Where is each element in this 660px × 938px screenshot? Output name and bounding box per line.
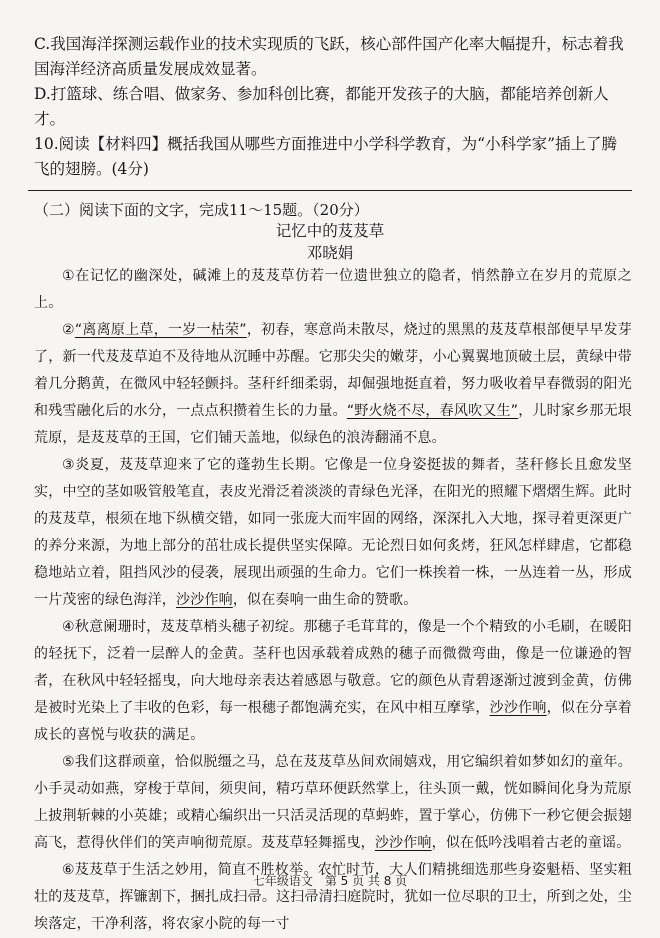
paragraph-2-text-1: ，初春，寒意尚未散尽，烧过的黑黑的芨芨草根部便早早发芽了，新一代芨芨草迫不及待地从沉睡中苏醒。它那尖尖的嫩芽，小心翼翼地顶破土层，黄绿中带着几分鹅黄，在微风中轻轻颤抖。茎秆纤细柔弱，却倔强地挺直着，努力吸收着早春微弱的阳光和残雪融化后的水分，一点点积攒着生长的力量。 xyxy=(34,322,632,419)
page-footer: 七年级语文 第 5 页 共 8 页 xyxy=(252,874,408,888)
paragraph-3 xyxy=(34,452,632,614)
divider-line xyxy=(28,190,632,191)
paragraph-3-text-2: ，似在奏响一曲生命的赞歌。 xyxy=(232,592,418,608)
article-author: 邓晓娟 xyxy=(306,244,354,262)
article-title: 记忆中的芨芨草 xyxy=(275,222,385,240)
paragraph-2-number: ② xyxy=(62,322,75,338)
paragraph-6: ⑥芨芨草于生活之妙用，简直不胜枚举。农忙时节，大人们精挑细选那些身姿魁梧、坚实粗壮的芨芨草，挥镰割下，捆扎成扫帚。这扫帚清扫庭院时，犹如一位尽职的卫士，所到之处，尘埃落定，干净利落，将农家小院的每一寸 xyxy=(34,862,632,932)
question-block xyxy=(34,32,632,182)
option-c: C.我国海洋探测运载作业的技术实现质的飞跃，核心部件国产化率大幅提升，标志着我国海洋经济高质量发展成效显著。 xyxy=(34,35,624,78)
article-header xyxy=(0,220,660,264)
paragraph-1: ①在记忆的幽深处，碱滩上的芨芨草仿若一位遗世独立的隐者，悄然静立在岁月的荒原之上。 xyxy=(34,268,632,311)
article-body xyxy=(34,263,632,938)
paragraph-4-text-1: ④秋意阑珊时，芨芨草梢头穗子初绽。那穗子毛茸茸的，像是一个个精致的小毛刷，在暖阳的轻抚下，泛着一层醉人的金黄。茎秆也因承载着成熟的穗子而微微弯曲，像是一位谦逊的智者，在秋风中轻轻摇曳，向大地母亲表达着感恩与敬意。它的颜色从青碧逐渐过渡到金黄，仿佛是被时光染上了丰收的色彩，每一根穗子都饱满充实，在风中相互摩挲， xyxy=(34,619,632,716)
underlined-phrase-4: 沙沙作响 xyxy=(489,700,547,716)
paragraph-5 xyxy=(34,749,632,857)
paragraph-3-text-1: ③炎夏，芨芨草迎来了它的蓬勃生长期。它像是一位身姿挺拔的舞者，茎秆修长且愈发坚实，中空的茎如吸管般笔直，表皮光滑泛着淡淡的青绿色光泽，在阳光的照耀下熠熠生辉。此时的芨芨草，根须在地下纵横交错，如同一张庞大而牢固的网络，深深扎入大地，探寻着更深更广的养分来源，为地上部分的茁壮成长提供坚实保障。无论烈日如何炙烤，狂风怎样肆虐，它都稳稳地站立着，阻挡风沙的侵袭，展现出顽强的生命力。它们一株挨着一株，一丛连着一丛，形成一片茂密的绿色海洋， xyxy=(34,457,632,608)
question-10: 10.阅读【材料四】概括我国从哪些方面推进中小学科学教育，为“小科学家”插上了腾飞的翅膀。(4分) xyxy=(34,135,618,178)
paragraph-5-text-1: ⑤我们这群顽童，恰似脱缰之马，总在芨芨草丛间欢闹嬉戏，用它编织着如梦如幻的童年。小手灵动如燕，穿梭于草间，须臾间，精巧草环便跃然掌上，往头顶一戴，恍如瞬间化身为荒原上披荆斩棘的小英雄；或精心编织出一只活灵活现的草蚂蚱，置于掌心，仿佛下一秒它便会振翅高飞，惹得伙伴们的笑声响彻荒原。芨芨草轻舞摇曳， xyxy=(34,754,632,851)
paragraph-2-text-2: ，儿时家乡那无垠荒原，是芨芨草的王国，它们铺天盖地，似绿色的浪涛翻涌不息。 xyxy=(34,403,632,446)
paragraph-4 xyxy=(34,614,632,749)
underlined-phrase-3: 沙沙作响 xyxy=(176,592,233,608)
underlined-quote-2: “野火烧不尽，春风吹又生” xyxy=(346,403,519,419)
paragraph-5-text-2: ，似在低吟浅唱着古老的童谣。 xyxy=(431,835,631,851)
option-d: D.打篮球、练合唱、做家务、参加科创比赛，都能开发孩子的大脑，都能培养创新人才。 xyxy=(34,85,609,128)
section-heading: （二）阅读下面的文字，完成11～15题。（20分） xyxy=(34,201,369,219)
underlined-phrase-5: 沙沙作响 xyxy=(374,835,432,851)
underlined-quote-1: “离离原上草，一岁一枯荣” xyxy=(74,322,247,338)
paragraph-2 xyxy=(34,317,632,452)
paragraph-4-text-2: ，似在分享着成长的喜悦与收获的满足。 xyxy=(34,700,633,743)
